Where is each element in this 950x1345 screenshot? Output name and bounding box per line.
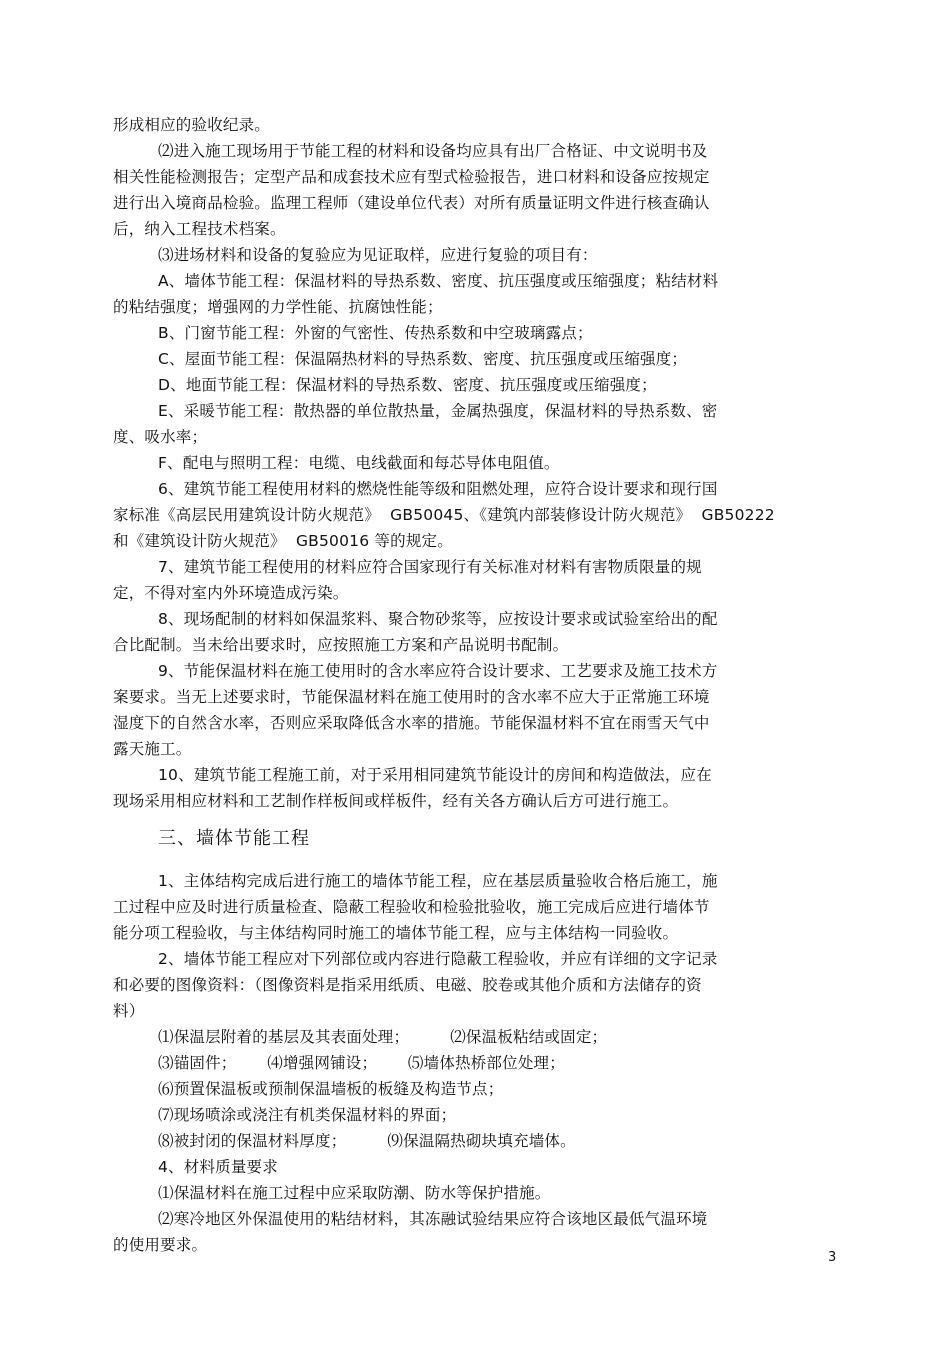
text-line: 相关性能检测报告；定型产品和成套技术应有型式检验报告，进口材料和设备应按规定 — [113, 168, 710, 186]
text-line: 4、材料质量要求 — [158, 1158, 278, 1176]
text-line: 露天施工。 — [113, 740, 192, 758]
text-line: ⑴保温材料在施工过程中应采取防潮、防水等保护措施。 — [158, 1184, 551, 1202]
text-line: A、墙体节能工程：保温材料的导热系数、密度、抗压强度或压缩强度；粘结材料 — [158, 272, 719, 290]
text-line: F、配电与照明工程：电缆、电线截面和每芯导体电阻值。 — [158, 454, 560, 472]
text-line: 9、节能保温材料在施工使用时的含水率应符合设计要求、工艺要求及施工技术方 — [158, 662, 718, 680]
text-line: C、屋面节能工程：保温隔热材料的导热系数、密度、抗压强度或压缩强度； — [158, 350, 688, 368]
text-line: B、门窗节能工程：外窗的气密性、传热系数和中空玻璃露点； — [158, 324, 593, 342]
text-line: 现场采用相应材料和工艺制作样板间或样板件，经有关各方确认后方可进行施工。 — [113, 792, 679, 810]
text-line: 度、吸水率； — [113, 428, 208, 446]
text-line: ⑶锚固件； ⑷增强网铺设； ⑸墙体热桥部位处理； — [158, 1054, 565, 1072]
text-line: 进行出入境商品检验。监理工程师（建设单位代表）对所有质量证明文件进行核查确认 — [113, 194, 710, 212]
section-heading: 三、墙体节能工程 — [158, 828, 310, 849]
text-line: 7、建筑节能工程使用的材料应符合国家现行有关标准对材料有害物质限量的规 — [158, 558, 702, 576]
text-line: 10、建筑节能工程施工前，对于采用相同建筑节能设计的房间和构造做法，应在 — [158, 766, 712, 784]
text-line: ⑴保温层附着的基层及其表面处理； ⑵保温板粘结或固定； — [158, 1028, 608, 1046]
page-body — [113, 112, 833, 1258]
text-line: 后，纳入工程技术档案。 — [113, 220, 286, 238]
text-line: ⑹预置保温板或预制保温墙板的板缝及构造节点； — [158, 1080, 504, 1098]
text-line: ⑶进场材料和设备的复验应为见证取样，应进行复验的项目有： — [158, 246, 598, 264]
text-line: 6、建筑节能工程使用材料的燃烧性能等级和阻燃处理，应符合设计要求和现行国 — [158, 480, 718, 498]
text-line: 和必要的图像资料：（图像资料是指采用纸质、电磁、胶卷或其他介质和方法储存的资 — [113, 976, 702, 994]
text-line: 形成相应的验收纪录。 — [113, 116, 271, 134]
text-line: 工过程中应及时进行质量检查、隐蔽工程验收和检验批验收，施工完成后应进行墙体节 — [113, 898, 710, 916]
text-line: D、地面节能工程：保温材料的导热系数、密度、抗压强度或压缩强度； — [158, 376, 657, 394]
text-line: 家标准《高层民用建筑设计防火规范》 GB50045、《建筑内部装修设计防火规范》 GB50222 — [113, 506, 775, 524]
page-number: 3 — [828, 1250, 837, 1265]
text-line: ⑻被封闭的保温材料厚度； ⑼保温隔热砌块填充墙体。 — [158, 1132, 576, 1150]
text-line: 合比配制。当未给出要求时，应按照施工方案和产品说明书配制。 — [113, 636, 569, 654]
text-line: 的粘结强度；增强网的力学性能、抗腐蚀性能； — [113, 298, 443, 316]
text-line: ⑺现场喷涂或浇注有机类保温材料的界面； — [158, 1106, 457, 1124]
text-line: 1、主体结构完成后进行施工的墙体节能工程，应在基层质量验收合格后施工，施 — [158, 872, 718, 890]
text-line: 料） — [113, 1002, 145, 1020]
text-line: 定，不得对室内外环境造成污染。 — [113, 584, 349, 602]
text-line: ⑵进入施工现场用于节能工程的材料和设备均应具有出厂合格证、中文说明书及 — [158, 142, 708, 160]
text-line: 案要求。当无上述要求时，节能保温材料在施工使用时的含水率不应大于正常施工环境 — [113, 688, 710, 706]
text-line: 和《建筑设计防火规范》 GB50016 等的规定。 — [113, 532, 453, 550]
text-line: E、采暖节能工程：散热器的单位散热量，金属热强度，保温材料的导热系数、密 — [158, 402, 718, 420]
text-line: 湿度下的自然含水率，否则应采取降低含水率的措施。节能保温材料不宜在雨雪天气中 — [113, 714, 710, 732]
text-line: 8、现场配制的材料如保温浆料、聚合物砂浆等，应按设计要求或试验室给出的配 — [158, 610, 718, 628]
text-line: 能分项工程验收，与主体结构同时施工的墙体节能工程，应与主体结构一同验收。 — [113, 924, 679, 942]
text-line: ⑵寒冷地区外保温使用的粘结材料，其冻融试验结果应符合该地区最低气温环境 — [158, 1210, 708, 1228]
text-line: 2、墙体节能工程应对下列部位或内容进行隐蔽工程验收，并应有详细的文字记录 — [158, 950, 718, 968]
text-line: 的使用要求。 — [113, 1236, 208, 1254]
